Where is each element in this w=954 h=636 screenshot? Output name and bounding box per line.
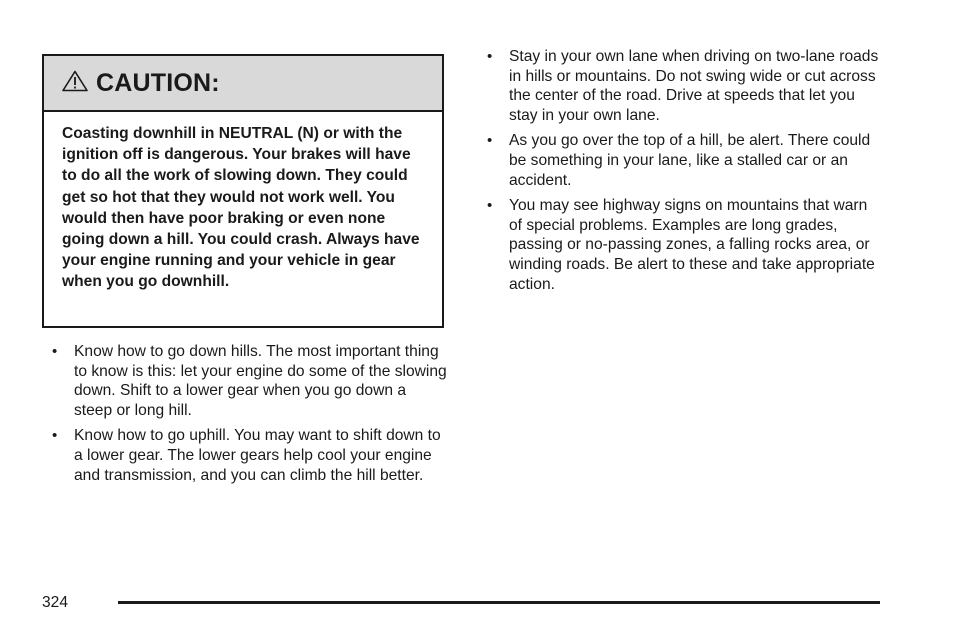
bullet-icon: • — [52, 427, 58, 445]
list-item-text: Stay in your own lane when driving on two-lane roads in hills or mountains. Do not swing wide or cut across the center of the road. Drive at speeds that let you stay in your own lane. — [509, 48, 879, 124]
list-item-text: Know how to go down hills. The most important thing to know is this: let your engine do some of the slowing down. Shift to a lower gear when you go down a steep or long hill. — [74, 343, 447, 419]
bullet-icon: • — [487, 132, 493, 150]
warning-triangle-icon — [62, 70, 88, 92]
list-item-text: Know how to go uphill. You may want to shift down to a lower gear. The lower gears help cool your engine and transmission, and you can climb the hill better. — [74, 427, 441, 484]
list-item — [487, 196, 879, 294]
left-bullet-list — [52, 342, 448, 491]
list-item — [52, 426, 448, 485]
list-item — [487, 131, 879, 190]
footer-divider — [118, 601, 880, 604]
caution-text: Coasting downhill in NEUTRAL (N) or with the ignition off is dangerous. Your brakes will have to do all the work of slowing down. They could get so hot that they would not work well. You would then have poor braking or even none going down a hill. You could crash. Always have your engine running and your vehicle in gear when you go downhill. — [62, 125, 420, 291]
bullet-icon: • — [487, 48, 493, 65]
list-item — [52, 342, 448, 420]
bullet-icon: • — [487, 197, 493, 215]
bullet-icon: • — [52, 343, 58, 360]
list-item — [487, 47, 879, 125]
list-item-text: You may see highway signs on mountains that warn of special problems. Examples are long grades, passing or no-passing zones, a falling rocks area, or winding roads. Be alert to these and take appropriate action. — [509, 197, 875, 293]
right-bullet-list — [487, 47, 879, 300]
page-number: 324 — [42, 594, 69, 611]
caution-title: CAUTION: — [96, 68, 220, 97]
caution-box — [42, 54, 444, 328]
list-item-text: As you go over the top of a hill, be alert. There could be something in your lane, like a stalled car or an accident. — [509, 132, 871, 189]
caution-header — [44, 56, 442, 112]
